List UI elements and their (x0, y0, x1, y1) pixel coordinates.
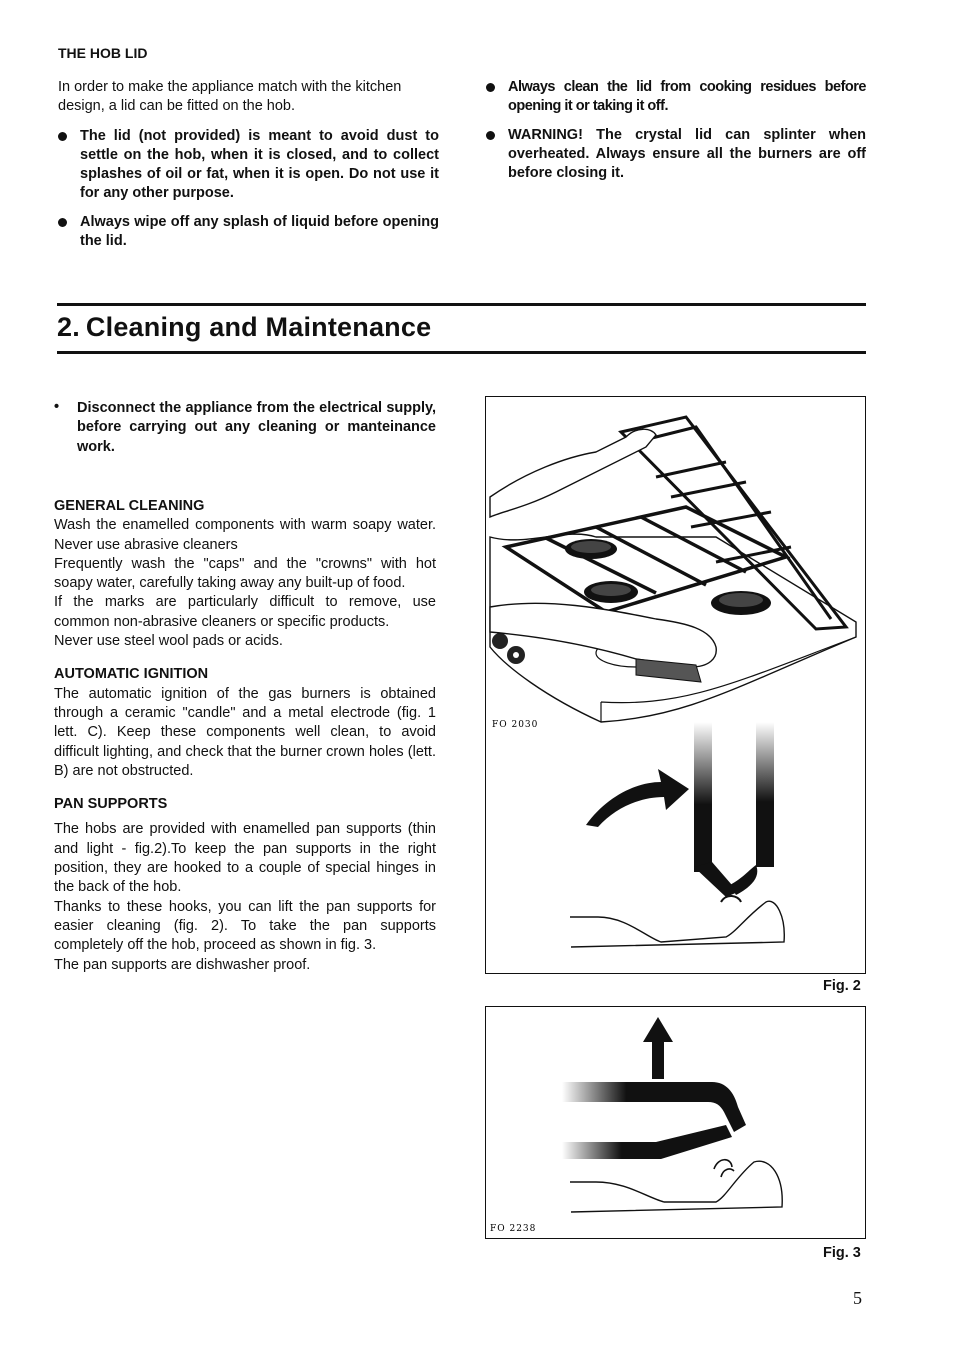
section-rule-bottom (57, 351, 866, 354)
section-number: 2. (57, 312, 80, 342)
general-cleaning-line: Frequently wash the "caps" and the "crowns" with hot soapy water, carefully taking away any built-up of food. (54, 555, 436, 592)
figure-3 (485, 1006, 866, 1239)
disconnect-warning (54, 399, 436, 457)
cleaning-body (54, 497, 436, 975)
automatic-ignition-heading: AUTOMATIC IGNITION (54, 666, 209, 683)
pan-supports-line: The hobs are provided with enamelled pan supports (thin and light - fig.2).To keep the pan supports in the right position, they are hooked to a couple of special hinges in the back of the hob. (54, 821, 436, 896)
list-item: The lid (not provided) is meant to avoid dust to settle on the hob, when it is closed, and to collect splashes of oil or fat, when it is open. Do not use it for any other purpose. (58, 127, 439, 204)
bullet-icon: • (54, 399, 60, 415)
figure-3-caption: Fig. 3 (823, 1245, 861, 1261)
page-number: 5 (853, 1288, 862, 1308)
figure-2-code: FO 2030 (492, 720, 539, 730)
figure-2 (485, 396, 866, 974)
hob-pan-support-illustration (486, 397, 865, 973)
section-title (57, 312, 431, 343)
list-item: WARNING! The crystal lid can splinter when overheated. Always ensure all the burners are off before closing it. (486, 126, 866, 184)
bullet-dot-icon (486, 83, 495, 92)
list-item: Always wipe off any splash of liquid before opening the lid. (58, 213, 439, 252)
figure-3-code: FO 2238 (490, 1224, 537, 1234)
pan-support-removal-illustration (486, 1007, 865, 1238)
bullet-dot-icon (58, 218, 67, 227)
hob-lid-right-column (486, 78, 866, 192)
general-cleaning-line: Wash the enamelled components with warm soapy water. Never use abrasive cleaners (54, 517, 436, 553)
section-rule-top (57, 303, 866, 306)
general-cleaning-line: If the marks are particularly difficult to remove, use common non-abrasive cleaners or specific products. (54, 594, 436, 630)
figure-2-caption: Fig. 2 (823, 978, 861, 994)
pan-supports-heading: PAN SUPPORTS (54, 796, 168, 813)
automatic-ignition-text: The automatic ignition of the gas burners is obtained through a ceramic "candle" and a metal electrode (fig. 1 lett. C). Keep these components well clean, to avoid difficult lighting, and check that the burner crown holes (lett. B) are not obstructed. (54, 685, 436, 779)
hob-lid-intro: In order to make the appliance match with the kitchen design, a lid can be fitted on the hob. (58, 79, 402, 115)
disconnect-warning-text: Disconnect the appliance from the electrical supply, before carrying out any cleaning or manteinance work. (77, 400, 436, 455)
bullet-dot-icon (486, 131, 495, 140)
bullet-dot-icon (58, 132, 67, 141)
hob-lid-right-bullets (486, 78, 866, 183)
general-cleaning-line: Never use steel wool pads or acids. (54, 633, 283, 650)
list-item: Always clean the lid from cooking residues before opening it or taking it off. (486, 78, 866, 117)
hob-lid-left-column (58, 78, 439, 260)
hob-lid-left-bullets (58, 127, 439, 252)
section-title-text: Cleaning and Maintenance (85, 312, 432, 342)
pan-supports-line: The pan supports are dishwasher proof. (54, 956, 311, 973)
pan-supports-line: Thanks to these hooks, you can lift the pan supports for easier cleaning (fig. 2). To take the pan supports completely off the hob, proceed as shown in fig. 3. (54, 898, 436, 954)
general-cleaning-heading: GENERAL CLEANING (54, 498, 205, 514)
hob-lid-heading: THE HOB LID (58, 45, 148, 61)
